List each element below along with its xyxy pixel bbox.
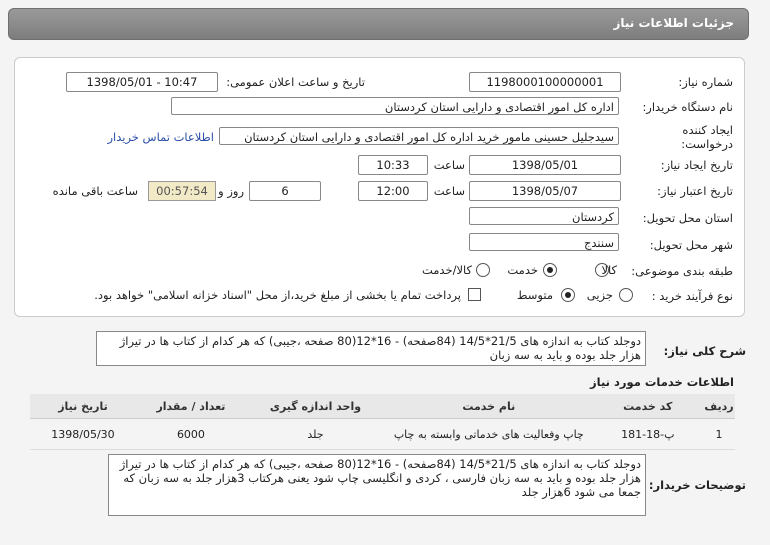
category-goods-service-radio[interactable] <box>476 263 490 277</box>
valid-time-label: ساعت <box>433 184 465 198</box>
page-header <box>8 8 749 40</box>
services-table <box>30 394 735 450</box>
services-title: اطلاعات خدمات مورد نیاز <box>590 375 734 389</box>
service-code: پ-18-181 <box>593 419 704 450</box>
service-date: 1398/05/30 <box>30 419 136 450</box>
col-date: تاریخ نیاز <box>30 394 136 419</box>
col-row: ردیف <box>703 394 735 419</box>
treasury-payment-checkbox[interactable] <box>468 288 481 301</box>
valid-time-field[interactable]: 12:00 <box>358 181 428 201</box>
col-unit: واحد اندازه گیری <box>246 394 385 419</box>
buyer-contact-link[interactable]: اطلاعات تماس خریدار <box>107 130 214 144</box>
category-goods-service-label: کالا/خدمت <box>421 263 472 277</box>
province-field[interactable]: کردستان <box>469 207 619 225</box>
created-date-field[interactable]: 1398/05/01 <box>469 155 621 175</box>
valid-date-label: تاریخ اعتبار نیاز: <box>657 184 733 198</box>
city-field[interactable]: سنندج <box>469 233 619 251</box>
need-number-field[interactable]: 1198000100000001 <box>469 72 621 92</box>
col-code: کد خدمت <box>593 394 704 419</box>
days-field[interactable]: 6 <box>249 181 321 201</box>
city-label: شهر محل تحویل: <box>649 238 733 252</box>
category-service-radio[interactable] <box>543 263 557 277</box>
category-label: طبقه بندی موضوعی: <box>631 264 733 278</box>
need-number-label: شماره نیاز: <box>678 75 733 89</box>
creator-label-line1: ایجاد کننده <box>682 123 733 137</box>
remaining-time-label: ساعت باقی مانده <box>52 184 138 198</box>
creator-label-line2: درخواست: <box>681 137 733 151</box>
created-time-label: ساعت <box>433 158 465 172</box>
row-index: 1 <box>703 419 735 450</box>
created-time-field[interactable]: 10:33 <box>358 155 428 175</box>
summary-label: شرح کلی نیاز: <box>663 344 746 358</box>
table-row <box>30 419 735 450</box>
services-header-row <box>30 394 735 419</box>
page-title: جزئیات اطلاعات نیاز <box>613 16 734 30</box>
process-partial-radio[interactable] <box>619 288 633 302</box>
buyer-field[interactable]: اداره کل امور اقتصادی و دارایی استان کردستان <box>171 97 619 115</box>
col-quantity: تعداد / مقدار <box>136 394 246 419</box>
process-medium-radio[interactable] <box>561 288 575 302</box>
category-service-label: خدمت <box>507 263 538 277</box>
announce-datetime-field[interactable]: 1398/05/01 - 10:47 <box>66 72 218 92</box>
buyer-notes-label: توضیحات خریدار: <box>648 478 746 492</box>
created-date-label: تاریخ ایجاد نیاز: <box>660 158 733 172</box>
treasury-payment-note: پرداخت تمام یا بخشی از مبلغ خرید،از محل "اسناد خزانه اسلامی" خواهد بود. <box>94 288 461 302</box>
service-name: چاپ وفعالیت های خدماتی وابسته به چاپ <box>385 419 592 450</box>
process-partial-label: جزیی <box>586 288 613 302</box>
service-quantity: 6000 <box>136 419 246 450</box>
buyer-label: نام دستگاه خریدار: <box>642 100 733 114</box>
announce-datetime-label: تاریخ و ساعت اعلان عمومی: <box>226 75 365 89</box>
process-label: نوع فرآیند خرید : <box>651 289 733 303</box>
remaining-time-badge: 00:57:54 <box>148 181 216 201</box>
summary-text: دوجلد کتاب به اندازه های 21/5*14/5 (84صفحه) - 16*12(80 صفحه ،جیبی) که هر کدام از کتاب ها در تیراژ هزار جلد بوده و باید به سه زبان <box>96 331 646 366</box>
days-label: روز و <box>218 184 244 198</box>
province-label: استان محل تحویل: <box>642 211 733 225</box>
col-name: نام خدمت <box>385 394 592 419</box>
category-goods-label: کالا <box>601 263 617 277</box>
buyer-notes-text: دوجلد کتاب به اندازه های 21/5*14/5 (84صفحه) - 16*12(80 صفحه ،جیبی) که هر کدام از کتاب ها در تیراژ هزار جلد بوده و باید به سه زبان فارسی ، کردی و انگلیسی چاپ شود یعنی هرکتاب 3هزار جلد به سه زبان که جمعا می شود 6هزار جلد <box>108 454 646 516</box>
service-unit: جلد <box>246 419 385 450</box>
creator-field[interactable]: سیدجلیل حسینی مامور خرید اداره کل امور اقتصادی و دارایی استان کردستان <box>219 127 619 145</box>
process-medium-label: متوسط <box>516 288 553 302</box>
valid-date-field[interactable]: 1398/05/07 <box>469 181 621 201</box>
